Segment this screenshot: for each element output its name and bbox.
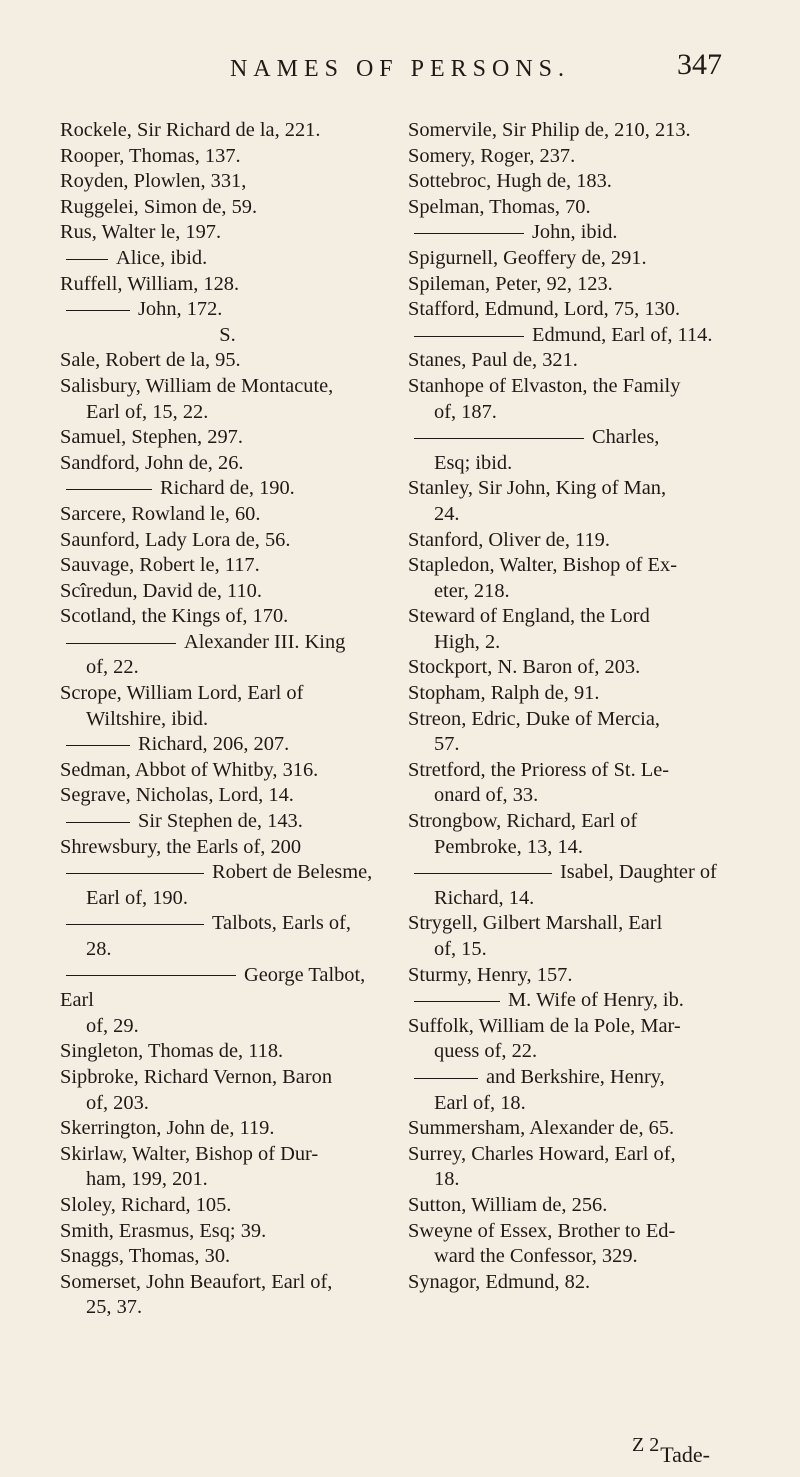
entry-text: John, ibid. [532,221,618,244]
right-index-column [408,118,743,1295]
entry-text: Charles, [592,426,660,449]
entry-continuation: 18. [434,1168,460,1191]
index-entry [408,1014,743,1065]
entry-continuation: of, 29. [86,1014,139,1037]
entry-text: Somery, Roger, 237. [408,144,576,167]
index-entry [408,195,743,221]
entry-text: Rus, Walter le, 197. [60,221,222,244]
index-entry [60,1244,395,1270]
index-entry [408,707,743,758]
entry-text: Suffolk, William de la Pole, Mar- [408,1014,681,1037]
entry-continuation: 24. [434,502,460,525]
entry-text: Sweyne of Essex, Brother to Ed- [408,1219,676,1242]
ditto-dash [66,643,176,644]
entry-continuation: ward the Confessor, 329. [434,1245,638,1268]
entry-text: Spelman, Thomas, 70. [408,195,591,218]
ditto-dash [66,873,204,874]
index-entry [60,1219,395,1245]
index-entry [60,809,395,835]
entry-text: Alice, ibid. [116,246,208,269]
entry-text: Stopham, Ralph de, 91. [408,682,600,705]
entry-continuation: High, 2. [434,630,501,653]
entry-text: Richard, 206, 207. [138,733,290,756]
entry-continuation: onard of, 33. [434,784,539,807]
entry-continuation: of, 22. [86,656,139,679]
entry-text: Salisbury, William de Montacute, [60,374,334,397]
entry-text: Stretford, the Prioress of St. Le- [408,758,670,781]
entry-text: Rockele, Sir Richard de la, 221. [60,119,321,141]
entry-continuation: of, 187. [434,400,497,423]
index-entry [60,963,395,1040]
entry-continuation: 25, 37. [86,1296,143,1319]
entry-text: Stanhope of Elvaston, the Family [408,374,681,397]
entry-text: Snaggs, Thomas, 30. [60,1245,231,1268]
ditto-dash [66,822,130,823]
index-entry [60,476,395,502]
index-entry [60,451,395,477]
entry-text: Sutton, William de, 256. [408,1193,608,1216]
index-entry [60,425,395,451]
entry-continuation: 57. [434,733,460,756]
page-number: 347 [677,48,722,81]
entry-continuation: 28. [86,938,112,960]
entry-text: Spigurnell, Geoffery de, 291. [408,246,647,269]
index-entry [60,553,395,579]
entry-text: Sale, Robert de la, 95. [60,349,241,372]
entry-text: Isabel, Daughter of [560,861,717,884]
ditto-dash [66,745,130,746]
entry-continuation: Earl of, 15, 22. [86,400,209,423]
entry-text: Sedman, Abbot of Whitby, 316. [60,758,319,781]
entry-text: Shrewsbury, the Earls of, 200 [60,835,302,858]
entry-text: Summersham, Alexander de, 65. [408,1117,675,1140]
entry-text: George Talbot, Earl [60,963,366,1012]
entry-text: M. Wife of Henry, ib. [508,989,684,1012]
entry-text: Robert de Belesme, [212,861,373,884]
entry-continuation: Wiltshire, ibid. [86,707,209,730]
index-entry [408,553,743,604]
index-entry [60,1065,395,1116]
index-entry [408,348,743,374]
index-entry [60,604,395,630]
index-entry [60,297,395,323]
index-entry [408,681,743,707]
entry-text: Sauvage, Robert le, 117. [60,554,260,577]
entry-text: Strygell, Gilbert Marshall, Earl [408,912,663,935]
entry-text: John, 172. [138,298,223,321]
index-entry [60,911,395,962]
entry-continuation: Pembroke, 13, 14. [434,835,583,858]
entry-text: Surrey, Charles Howard, Earl of, [408,1142,676,1165]
index-entry [408,860,743,911]
entry-text: Streon, Edric, Duke of Mercia, [408,707,660,730]
entry-text: Stanley, Sir John, King of Man, [408,477,667,500]
entry-continuation: of, 203. [86,1091,149,1114]
index-entry [60,835,395,861]
entry-text: Scotland, the Kings of, 170. [60,605,289,628]
entry-text: Singleton, Thomas de, 118. [60,1040,284,1063]
index-entry [408,272,743,298]
entry-text: Spileman, Peter, 92, 123. [408,272,613,295]
index-entry [60,758,395,784]
index-entry [60,1116,395,1142]
entry-text: Skirlaw, Walter, Bishop of Dur- [60,1142,319,1165]
entry-text: Sottebroc, Hugh de, 183. [408,170,612,193]
entry-text: Saunford, Lady Lora de, 56. [60,528,291,551]
entry-text: Rooper, Thomas, 137. [60,144,241,167]
index-entry [60,528,395,554]
entry-continuation: eter, 218. [434,579,510,602]
entry-text: Somervile, Sir Philip de, 210, 213. [408,119,691,141]
entry-text: Royden, Plowlen, 331, [60,170,247,193]
index-entry [408,988,743,1014]
index-entry [408,1193,743,1219]
ditto-dash [66,924,204,925]
index-entry [408,963,743,989]
entry-continuation: Earl of, 190. [86,886,188,909]
left-index-column [60,118,395,1321]
entry-text: Scrope, William Lord, Earl of [60,682,304,705]
ditto-dash [66,975,236,976]
ditto-dash [414,1078,478,1079]
index-entry [60,860,395,911]
index-entry [408,169,743,195]
entry-continuation: ham, 199, 201. [86,1168,208,1191]
entry-text: Scîredun, David de, 110. [60,579,262,602]
entry-text: Skerrington, John de, 119. [60,1117,275,1140]
ditto-dash [414,1001,500,1002]
index-entry [60,1039,395,1065]
index-entry [408,911,743,962]
index-entry [60,144,395,170]
entry-text: Ruggelei, Simon de, 59. [60,195,258,218]
index-entry [408,1116,743,1142]
entry-text: Sturmy, Henry, 157. [408,963,573,986]
entry-continuation: of, 15. [434,938,487,960]
entry-text: Alexander III. King [184,630,346,653]
entry-text: Sandford, John de, 26. [60,451,244,474]
index-entry [60,1142,395,1193]
index-entry [60,220,395,246]
index-entry [408,220,743,246]
section-letter [60,323,395,349]
entry-text: Richard de, 190. [160,477,295,500]
index-entry [60,246,395,272]
index-entry [408,1270,743,1296]
index-entry [60,783,395,809]
entry-text: Steward of England, the Lord [408,605,650,628]
ditto-dash [414,438,584,439]
index-entry [60,732,395,758]
ditto-dash [414,873,552,874]
entry-text: Stafford, Edmund, Lord, 75, 130. [408,298,681,321]
entry-text: Sir Stephen de, 143. [138,810,303,833]
index-entry [60,681,395,732]
ditto-dash [66,310,130,311]
entry-text: Sipbroke, Richard Vernon, Baron [60,1065,333,1088]
entry-text: Stapledon, Walter, Bishop of Ex- [408,554,677,577]
index-entry [408,1142,743,1193]
index-entry [408,604,743,655]
index-entry [60,272,395,298]
entry-text: and Berkshire, Henry, [486,1065,665,1088]
index-entry [408,655,743,681]
entry-text: Sarcere, Rowland le, 60. [60,502,261,525]
entry-text: Talbots, Earls of, [212,912,352,935]
ditto-dash [414,336,524,337]
entry-text: Stockport, N. Baron of, 203. [408,656,641,679]
entry-text: S. [219,323,236,346]
index-entry [408,144,743,170]
entry-continuation: Esq; ibid. [434,451,513,474]
index-entry [60,169,395,195]
entry-continuation: Richard, 14. [434,886,535,909]
index-entry [408,809,743,860]
index-entry [408,1219,743,1270]
entry-continuation: quess of, 22. [434,1040,538,1063]
signature-mark: Z 2 [632,1434,660,1456]
index-entry [408,758,743,809]
index-entry [408,323,743,349]
index-entry [408,1065,743,1116]
index-entry [60,118,395,144]
ditto-dash [66,259,108,260]
index-entry [408,374,743,425]
index-entry [60,502,395,528]
index-entry [60,630,395,681]
entry-text: Somerset, John Beaufort, Earl of, [60,1270,333,1293]
entry-text: Strongbow, Richard, Earl of [408,810,638,833]
ditto-dash [414,233,524,234]
running-head: NAMES OF PERSONS. [229,56,571,82]
index-entry [408,118,743,144]
index-entry [60,195,395,221]
index-entry [60,1193,395,1219]
index-entry [60,1270,395,1321]
index-entry [408,246,743,272]
ditto-dash [66,489,152,490]
index-entry [60,579,395,605]
entry-text: Sloley, Richard, 105. [60,1193,232,1216]
catchword: Tade- [660,1442,710,1467]
entry-continuation: Earl of, 18. [434,1091,526,1114]
index-entry [408,297,743,323]
entry-text: Samuel, Stephen, 297. [60,426,243,449]
entry-text: Ruffell, William, 128. [60,272,240,295]
entry-text: Smith, Erasmus, Esq; 39. [60,1219,267,1242]
index-entry [60,348,395,374]
index-entry [408,425,743,476]
entry-text: Edmund, Earl of, 114. [532,323,713,346]
entry-text: Segrave, Nicholas, Lord, 14. [60,784,294,807]
entry-text: Stanford, Oliver de, 119. [408,528,610,551]
index-entry [60,374,395,425]
entry-text: Stanes, Paul de, 321. [408,349,578,372]
index-entry [408,528,743,554]
index-entry [408,476,743,527]
entry-text: Synagor, Edmund, 82. [408,1270,591,1293]
